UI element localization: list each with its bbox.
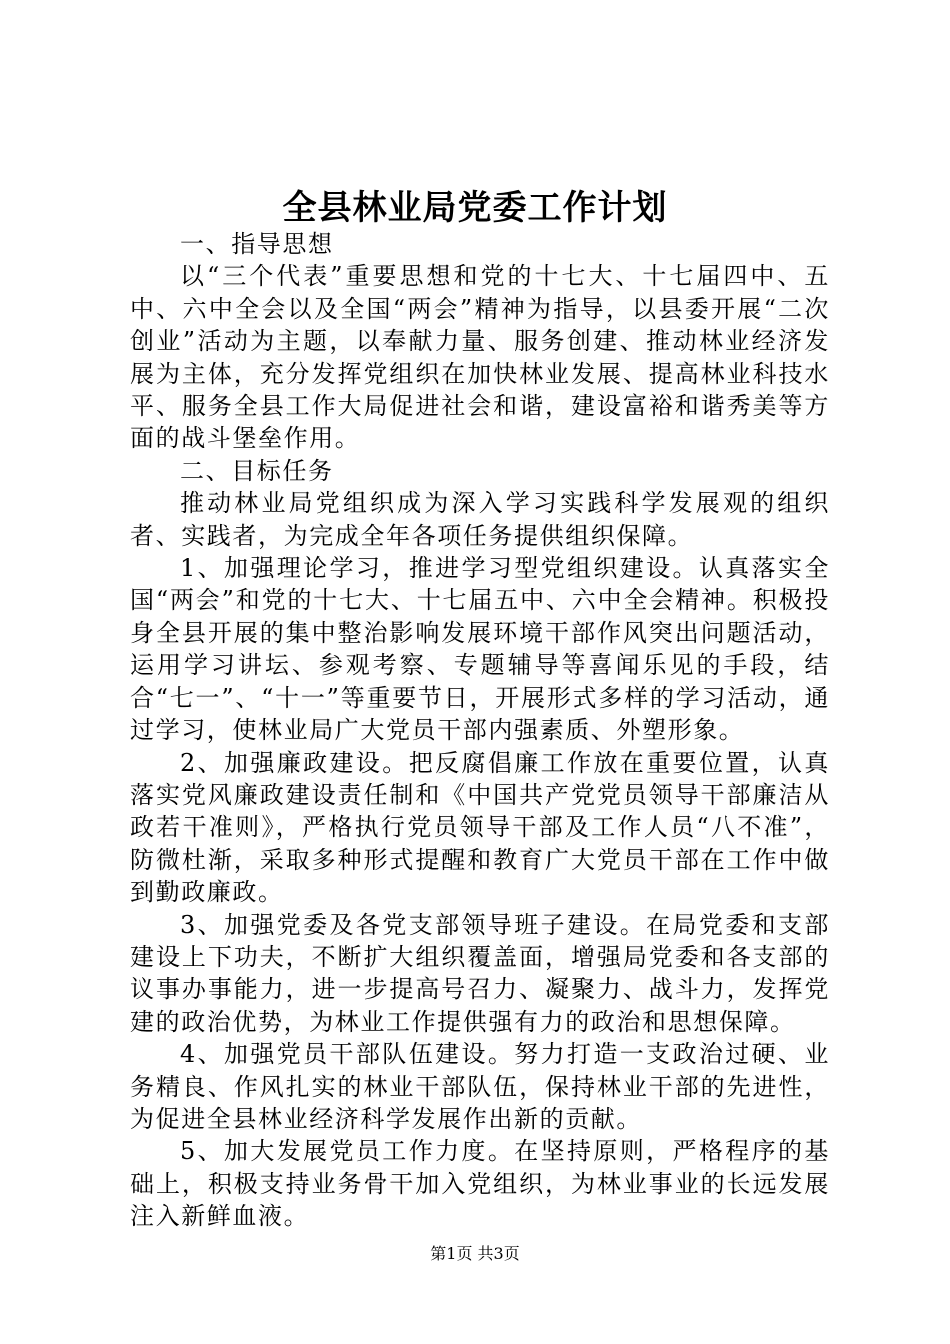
section-heading: 二、目标任务 bbox=[180, 456, 334, 485]
body-paragraph: 2、加强廉政建设。把反腐倡廉工作放在重要位置，认真落实党风廉政建设责任制和《中国共产党党员领导干部廉洁从政若干准则》，严格执行党员领导干部及工作人员“八不准”，防微杜渐，采取多种形式提醒和教育广大党员干部在工作中做到勤政廉政。 bbox=[130, 748, 830, 907]
document-title: 全县林业局党委工作计划 bbox=[282, 188, 668, 228]
page-number-footer: 第1页 共3页 bbox=[430, 1244, 520, 1263]
body-paragraph: 4、加强党员干部队伍建设。努力打造一支政治过硬、业务精良、作风扎实的林业干部队伍，保持林业干部的先进性，为促进全县林业经济科学发展作出新的贡献。 bbox=[130, 1040, 830, 1133]
body-paragraph: 以“三个代表”重要思想和党的十七大、十七届四中、五中、六中全会以及全国“两会”精神为指导，以县委开展“二次创业”活动为主题，以奉献力量、服务创建、推动林业经济发展为主体，充分发挥党组织在加快林业发展、提高林业科技水平、服务全县工作大局促进社会和谐，建设富裕和谐秀美等方面的战斗堡垒作用。 bbox=[130, 262, 830, 453]
document-body bbox=[130, 228, 830, 1233]
section-heading: 一、指导思想 bbox=[180, 230, 334, 258]
body-paragraph: 1、加强理论学习，推进学习型党组织建设。认真落实全国“两会”和党的十七大、十七届五中、六中全会精神。积极投身全县开展的集中整治影响发展环境干部作风突出问题活动，运用学习讲坛、参观考察、专题辅导等喜闻乐见的手段，结合“七一”、“十一”等重要节日，开展形式多样的学习活动，通过学习，使林业局广大党员干部内强素质、外塑形象。 bbox=[130, 554, 830, 745]
body-paragraph: 3、加强党委及各党支部领导班子建设。在局党委和支部建设上下功夫，不断扩大组织覆盖面，增强局党委和各支部的议事办事能力，进一步提高号召力、凝聚力、战斗力，发挥党建的政治优势，为林业工作提供强有力的政治和思想保障。 bbox=[130, 910, 830, 1036]
body-paragraph: 推动林业局党组织成为深入学习实践科学发展观的组织者、实践者，为完成全年各项任务提供组织保障。 bbox=[130, 489, 830, 550]
body-paragraph: 5、加大发展党员工作力度。在坚持原则，严格程序的基础上，积极支持业务骨干加入党组织，为林业事业的长远发展注入新鲜血液。 bbox=[130, 1137, 830, 1231]
